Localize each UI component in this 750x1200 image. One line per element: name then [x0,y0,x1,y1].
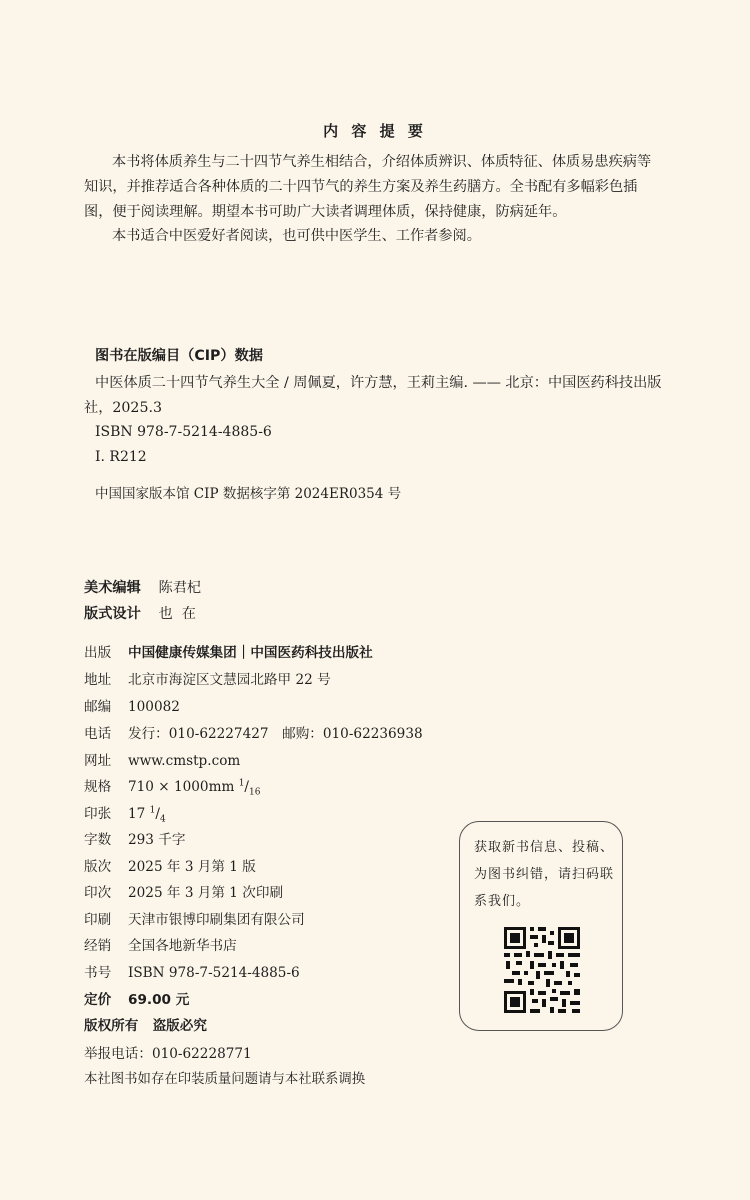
info-printer [84,908,305,928]
info-footer-note: 本社图书如存在印装质量问题请与本社联系调换 [84,1072,366,1087]
credit-value: 也 在 [158,606,196,622]
credit-art-editor [84,577,201,597]
info-label: 印张 [84,806,112,822]
info-rights [84,1014,207,1034]
info-value: www.cmstp.com [128,753,241,769]
summary-paragraph-1: 本书将体质养生与二十四节气养生相结合，介绍体质辨识、体质特征、体质易患疾病等知识，并推荐适合各种体质的二十四节气的养生方案及养生药膳方。全书配有多幅彩色插图，便于阅读理解。期望本书可助广大读者调理体质，保持健康，防病延年。 [84,154,652,220]
info-distributor [84,934,237,954]
fraction-denominator: 4 [159,814,166,825]
cip-heading: 图书在版编目（CIP）数据 [95,348,263,364]
info-value: 710 × 1000mm [128,779,235,795]
info-value: 中国健康传媒集团｜中国医药科技出版社 [128,645,373,661]
info-label: 定价 [84,992,112,1008]
qr-panel-text: 获取新书信息、投稿、为图书纠错，请扫码联系我们。 [474,840,615,909]
info-edition [84,855,256,875]
info-label: 电话 [84,726,112,742]
info-value: 69.00 元 [128,992,190,1008]
info-label: 邮编 [84,699,112,715]
info-label: 经销 [84,938,112,954]
info-label: 网址 [84,753,112,769]
info-phone [84,722,423,742]
summary-paragraph-2: 本书适合中医爱好者阅读，也可供中医学生、工作者参阅。 [112,228,481,244]
cip-note: 中国国家版本馆 CIP 数据核字第 2024ER0354 号 [95,486,402,502]
info-postcode [84,695,180,715]
rights-text-2: 盗版必究 [152,1018,207,1034]
credit-layout-design [84,603,196,623]
info-report-phone: 举报电话：010-62228771 [84,1046,252,1062]
info-label: 印次 [84,885,112,901]
info-isbn [84,961,300,981]
info-label: 字数 [84,832,112,848]
cip-classification: Ⅰ. R212 [95,449,147,465]
info-label: 书号 [84,965,112,981]
info-value: ISBN 978-7-5214-4885-6 [128,965,300,981]
info-value: 北京市海淀区文慧园北路甲 22 号 [128,672,331,688]
info-label: 版次 [84,859,112,875]
info-value: 天津市银博印刷集团有限公司 [128,912,305,928]
info-value: 发行：010-62227427 邮购：010-62236938 [128,726,423,742]
info-label: 印刷 [84,912,112,928]
rights-text-1: 版权所有 [84,1018,139,1034]
info-value: 100082 [128,699,180,715]
info-format: 规格 710 × 1000mm $^1/_{16}$ [84,775,260,798]
credit-value: 陈君杞 [158,580,202,596]
credit-label: 版式设计 [84,606,141,622]
info-website [84,749,240,769]
summary-title: 内 容 提 要 [323,122,427,140]
fraction-numerator: 1 [149,805,156,816]
info-label: 地址 [84,672,112,688]
info-value: 2025 年 3 月第 1 次印刷 [128,885,284,901]
info-value: 293 千字 [128,832,186,848]
info-sheets: 印张 17 $^1/_4$ [84,802,166,825]
credit-label: 美术编辑 [84,580,141,596]
fraction-numerator: 1 [238,778,245,789]
info-publisher [84,641,373,661]
fraction-denominator: 16 [249,787,261,798]
info-address [84,668,331,688]
info-words [84,828,185,848]
info-value: 17 [128,806,146,822]
info-price [84,988,189,1008]
info-label: 规格 [84,779,112,795]
cip-record: 中医体质二十四节气养生大全 / 周佩夏，许方慧，王莉主编. —— 北京：中国医药科技出版社，2025.3 [84,375,662,416]
info-label: 出版 [84,645,112,661]
cip-isbn: ISBN 978-7-5214-4885-6 [95,424,272,440]
info-value: 2025 年 3 月第 1 版 [128,859,256,875]
qr-code-icon[interactable] [502,925,582,1015]
info-printing [84,881,283,901]
info-value: 全国各地新华书店 [128,938,237,954]
